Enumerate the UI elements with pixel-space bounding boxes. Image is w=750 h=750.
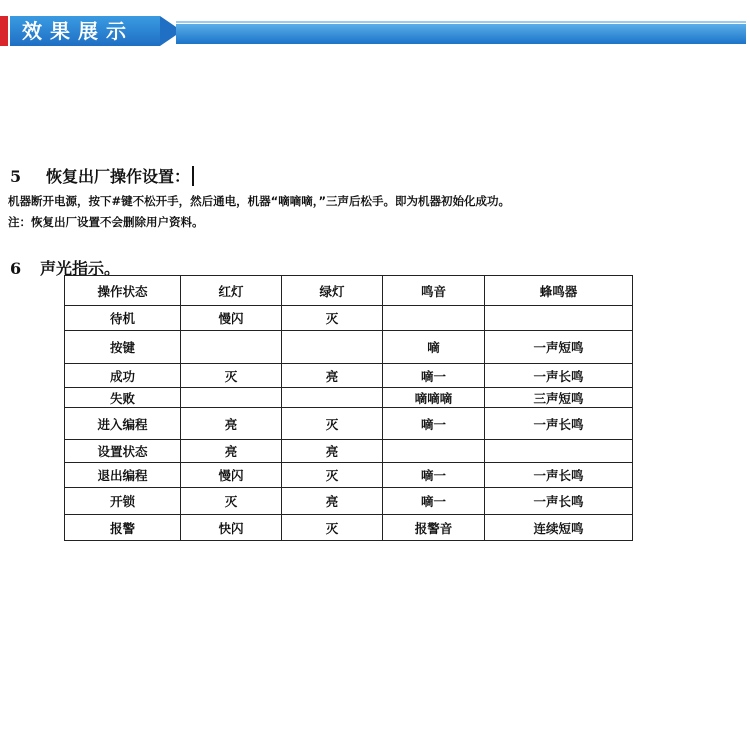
header-banner — [0, 12, 750, 48]
table-cell: 灭 — [282, 306, 383, 331]
table-cell: 成功 — [65, 364, 181, 388]
table-cell: 一声短鸣 — [485, 331, 633, 364]
table-cell: 嘀一 — [383, 488, 485, 515]
table-cell: 灭 — [282, 515, 383, 541]
table-row — [65, 306, 633, 331]
table-row — [65, 331, 633, 364]
table-cell — [181, 331, 282, 364]
section-5-title: 恢复出厂操作设置： — [46, 167, 191, 186]
table-row — [65, 388, 633, 408]
section-5-note: 注：恢复出厂设置不会删除用户资料。 — [8, 215, 204, 229]
table-cell: 灭 — [181, 364, 282, 388]
table-cell: 报警音 — [383, 515, 485, 541]
table-cell: 亮 — [181, 408, 282, 440]
table-cell — [383, 440, 485, 463]
table-cell: 一声长鸣 — [485, 364, 633, 388]
table-cell: 进入编程 — [65, 408, 181, 440]
section-5-heading — [10, 164, 194, 187]
header-cell: 绿灯 — [282, 276, 383, 306]
table-cell: 快闪 — [181, 515, 282, 541]
table-cell — [282, 331, 383, 364]
banner-strip — [176, 24, 746, 44]
section-6-number: 6 — [10, 259, 22, 278]
table-cell: 退出编程 — [65, 463, 181, 488]
banner-red-accent — [0, 16, 8, 46]
section-5-instruction: 机器断开电源，按下#键不松开手，然后通电，机器“嘀嘀嘀，”三声后松手。即为机器初始化成功。 — [8, 194, 510, 208]
table-cell: 灭 — [181, 488, 282, 515]
table-cell: 亮 — [282, 364, 383, 388]
banner-highlight — [176, 21, 746, 23]
table-cell — [282, 388, 383, 408]
table-cell: 灭 — [282, 463, 383, 488]
table-cell: 一声长鸣 — [485, 463, 633, 488]
table-cell: 嘀一 — [383, 364, 485, 388]
table-cell: 嘀 — [383, 331, 485, 364]
table-cell: 嘀一 — [383, 408, 485, 440]
table-cell: 慢闪 — [181, 463, 282, 488]
table-header-row — [65, 276, 633, 306]
section-6-title: 声光指示。 — [40, 259, 121, 278]
table-cell: 连续短鸣 — [485, 515, 633, 541]
section-5-number: 5 — [10, 167, 22, 186]
table-cell: 亮 — [282, 488, 383, 515]
table-cell: 慢闪 — [181, 306, 282, 331]
text-cursor — [192, 166, 194, 186]
indicator-table — [64, 275, 633, 541]
header-cell: 红灯 — [181, 276, 282, 306]
table-cell — [485, 440, 633, 463]
table-cell: 亮 — [181, 440, 282, 463]
table-cell — [181, 388, 282, 408]
table-row — [65, 364, 633, 388]
header-cell: 鸣音 — [383, 276, 485, 306]
table-cell — [383, 306, 485, 331]
table-cell: 亮 — [282, 440, 383, 463]
table-cell: 失败 — [65, 388, 181, 408]
table-cell: 灭 — [282, 408, 383, 440]
table-cell: 一声长鸣 — [485, 488, 633, 515]
header-cell: 操作状态 — [65, 276, 181, 306]
table-row — [65, 440, 633, 463]
table-cell: 按键 — [65, 331, 181, 364]
table-cell: 设置状态 — [65, 440, 181, 463]
table-cell: 嘀嘀嘀 — [383, 388, 485, 408]
table-cell: 一声长鸣 — [485, 408, 633, 440]
table-cell: 报警 — [65, 515, 181, 541]
banner-title: 效果展示 — [22, 19, 134, 43]
table-cell: 待机 — [65, 306, 181, 331]
table-cell: 开锁 — [65, 488, 181, 515]
table-row — [65, 463, 633, 488]
table-cell — [485, 306, 633, 331]
table-row — [65, 515, 633, 541]
table-cell: 三声短鸣 — [485, 388, 633, 408]
table-cell: 嘀一 — [383, 463, 485, 488]
table-row — [65, 488, 633, 515]
header-cell: 蜂鸣器 — [485, 276, 633, 306]
table-row — [65, 408, 633, 440]
